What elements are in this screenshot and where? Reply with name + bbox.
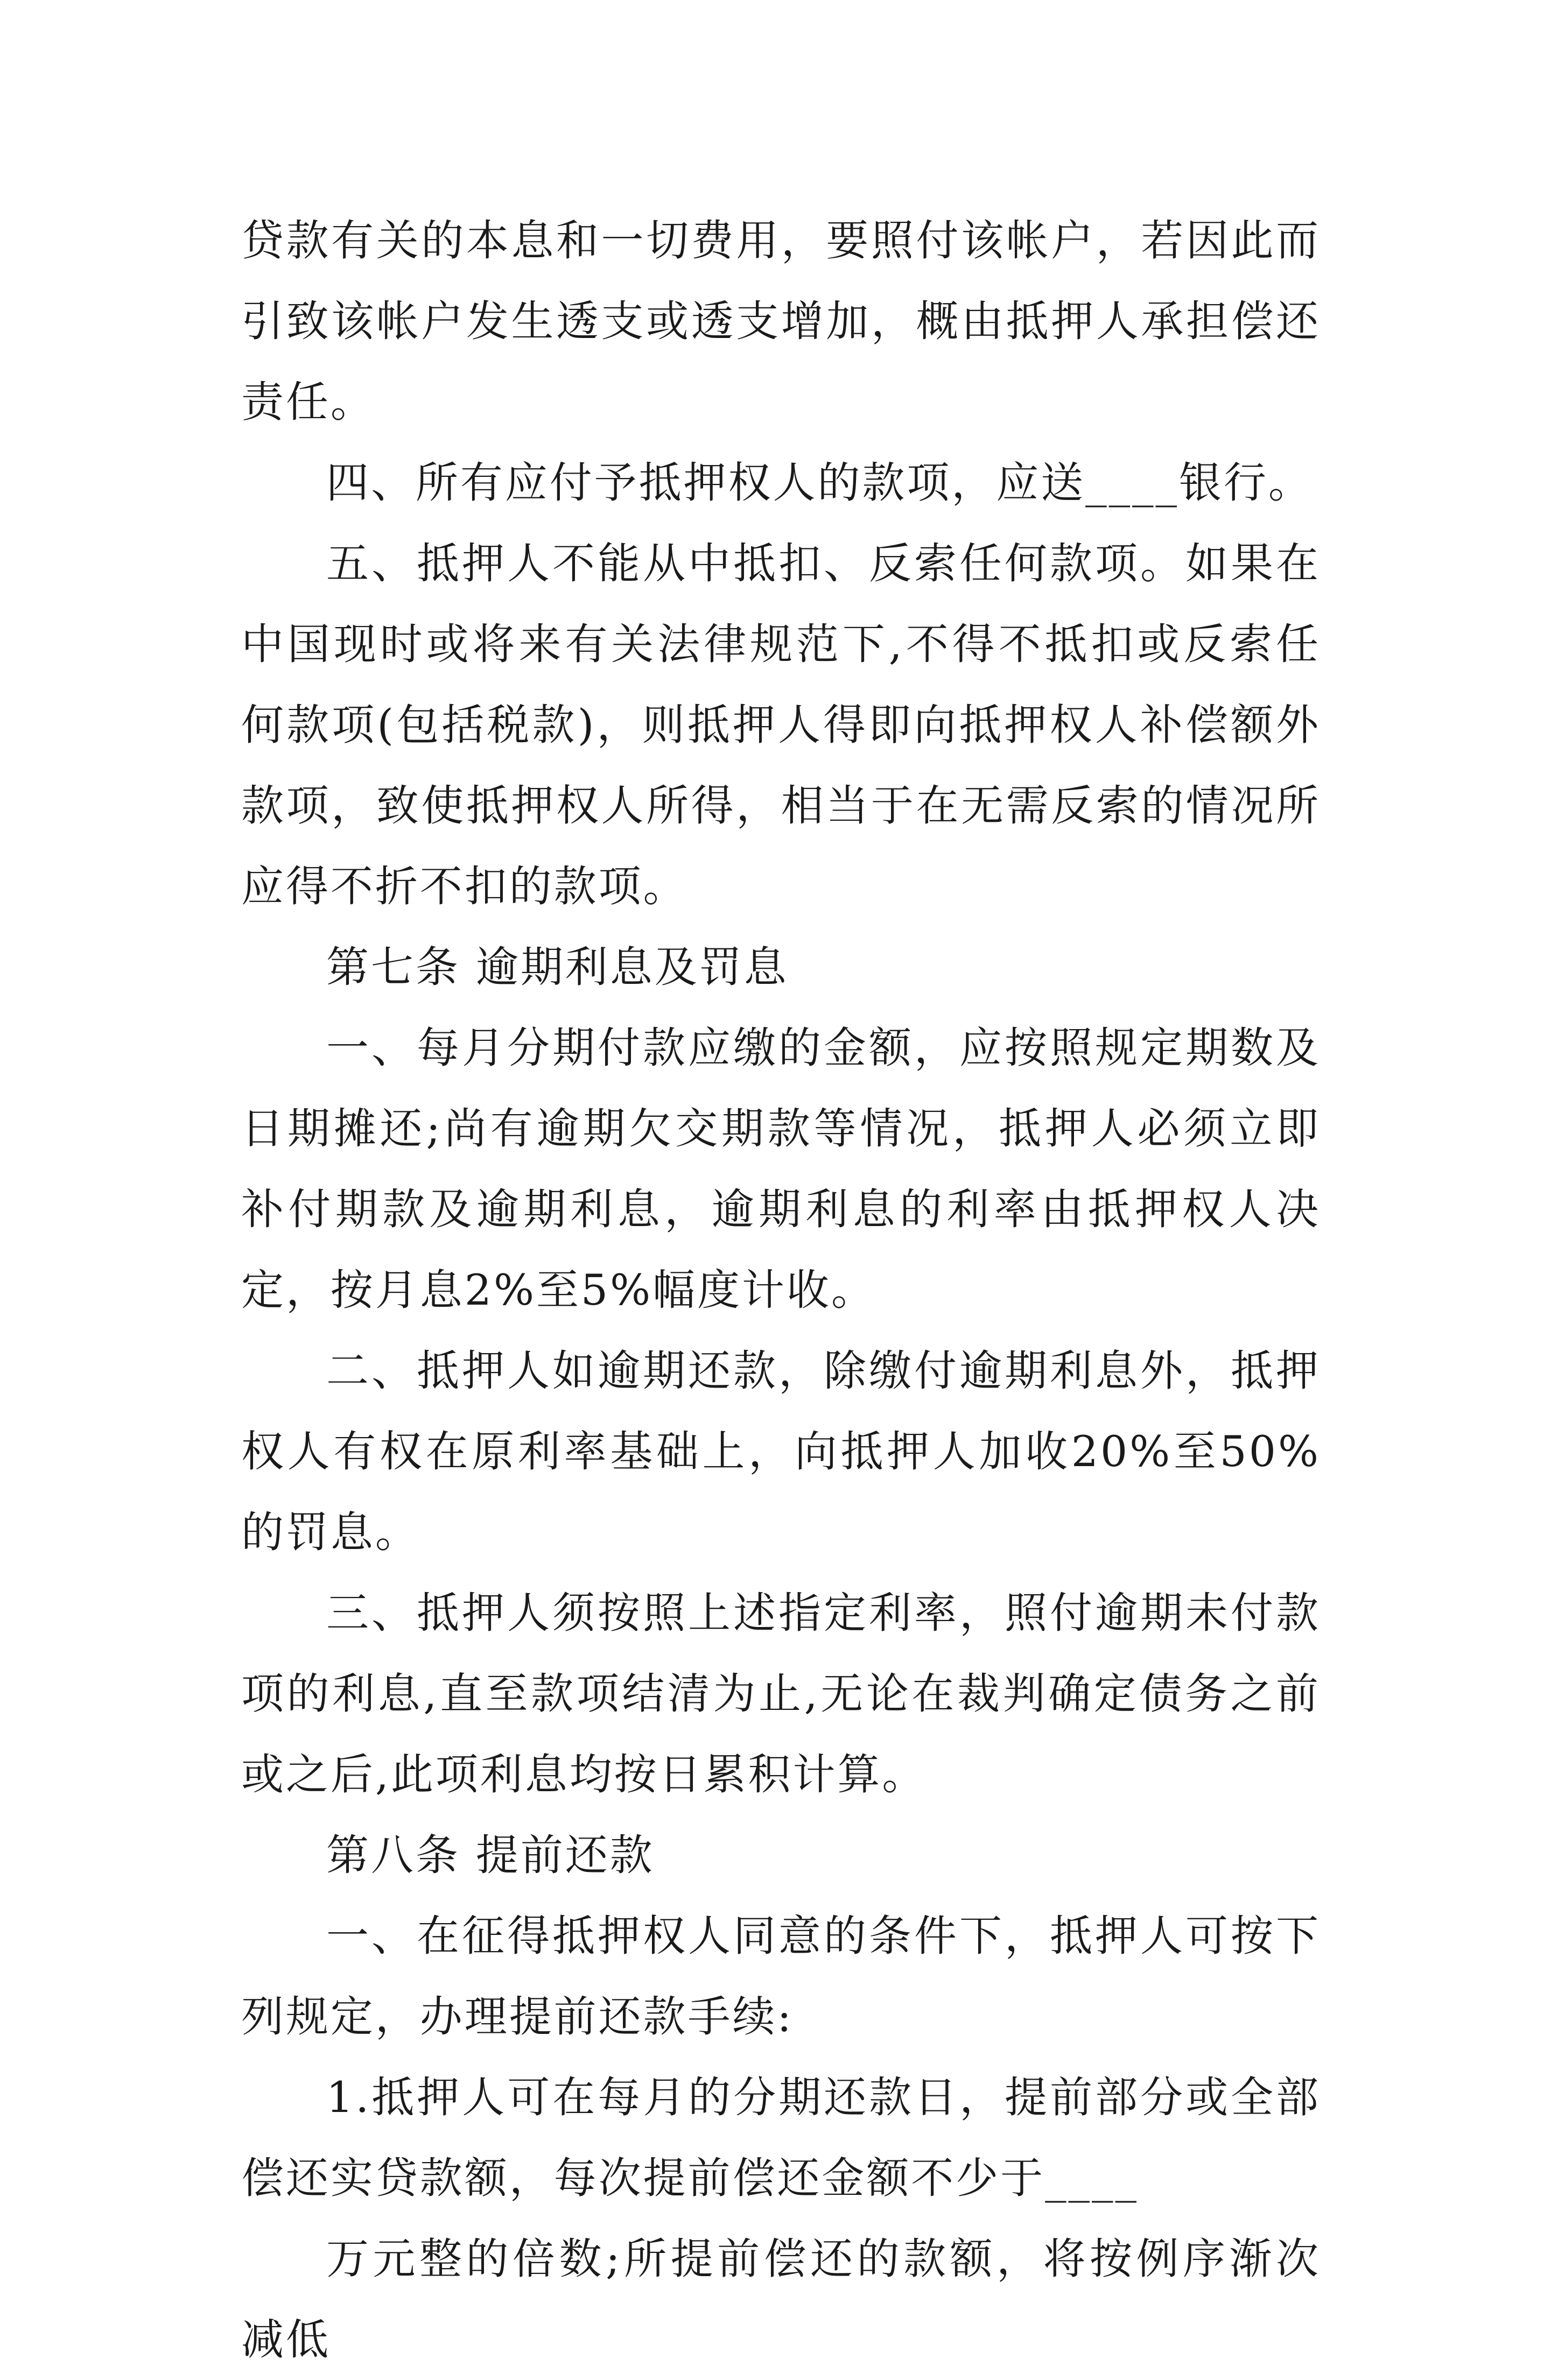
paragraph-clause-5: 五、抵押人不能从中抵扣、反索任何款项。如果在中国现时或将来有关法律规范下,不得不抵扣或反索任何款项(包括税款)，则抵押人得即向抵押权人补偿额外款项，致使抵押权人所得，相当于在无需反索的情况所应得不折不扣的款项。	[241, 539, 1321, 911]
article-7-heading: 第七条 逾期利息及罚息	[326, 942, 789, 992]
paragraph-clause-4: 四、所有应付予抵押权人的款项，应送____银行。	[326, 458, 1313, 508]
paragraph-article-8-subitem-1: 1.抵押人可在每月的分期还款日，提前部分或全部偿还实贷款额，每次提前偿还金额不少于____	[241, 2073, 1321, 2203]
paragraph-article-7-item-3: 三、抵押人须按照上述指定利率，照付逾期未付款项的利息,直至款项结清为止,无论在裁判确定债务之前或之后,此项利息均按日累积计算。	[241, 1588, 1321, 1799]
paragraph-continuation: 贷款有关的本息和一切费用，要照付该帐户，若因此而引致该帐户发生透支或透支增加，概由抵押人承担偿还责任。	[241, 216, 1321, 427]
paragraph-article-7-item-1: 一、每月分期付款应缴的金额，应按照规定期数及日期摊还;尚有逾期欠交期款等情况，抵押人必须立即补付期款及逾期利息，逾期利息的利率由抵押权人决定，按月息2%至5%幅度计收。	[241, 1023, 1321, 1315]
paragraph-article-7-item-2: 二、抵押人如逾期还款，除缴付逾期利息外，抵押权人有权在原利率基础上，向抵押人加收20%至50%的罚息。	[241, 1346, 1321, 1557]
article-8-heading: 第八条 提前还款	[326, 1830, 655, 1880]
paragraph-article-8-continuation: 万元整的倍数;所提前偿还的款额，将按例序渐次减低	[241, 2234, 1321, 2364]
paragraph-article-8-item-1: 一、在征得抵押权人同意的条件下，抵押人可按下列规定，办理提前还款手续:	[241, 1911, 1321, 2041]
document-body	[241, 200, 1321, 2380]
